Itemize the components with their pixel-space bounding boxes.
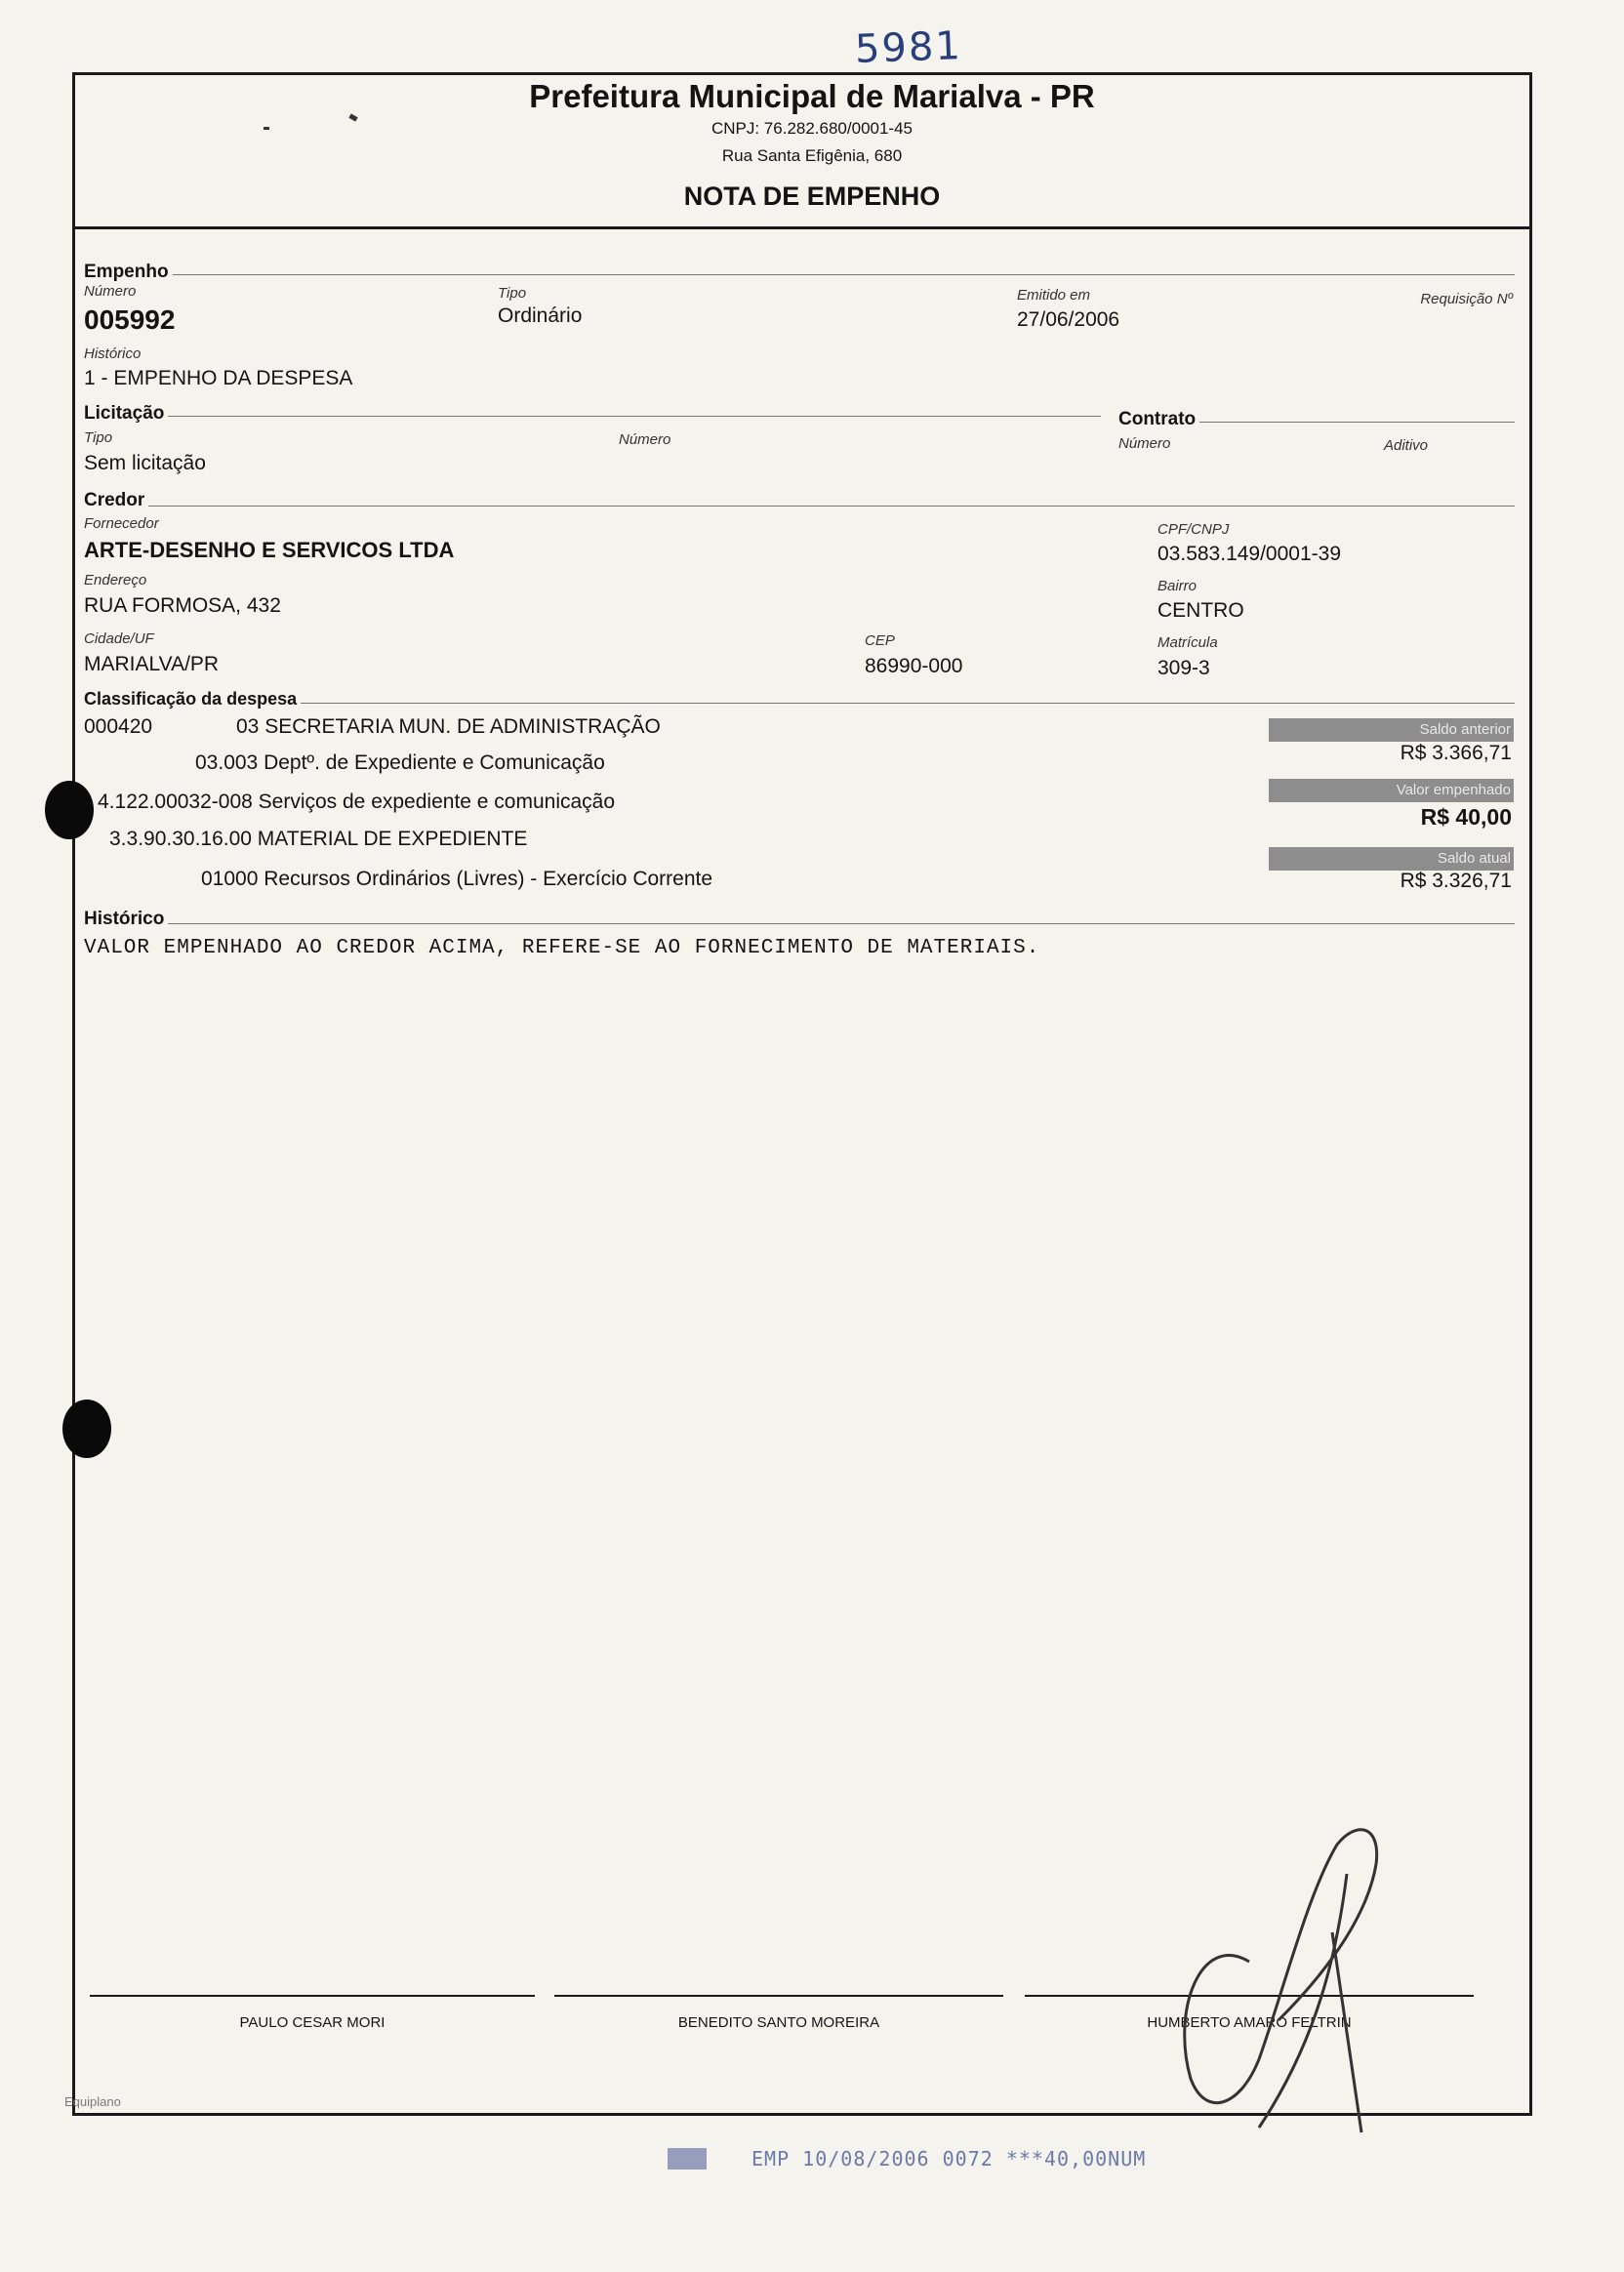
classificacao-departamento: 03.003 Deptº. de Expediente e Comunicação xyxy=(195,751,605,774)
section-rule xyxy=(84,506,1515,507)
fornecedor-matricula: 309-3 xyxy=(1157,657,1210,679)
endereco-label: Endereço xyxy=(84,572,147,588)
fornecedor-label: Fornecedor xyxy=(84,515,159,532)
handwritten-signature xyxy=(1161,1815,1396,2137)
section-contrato: Contrato xyxy=(1118,409,1199,430)
signatory-3: HUMBERTO AMARO FELTRIN xyxy=(1147,2014,1352,2031)
fornecedor-cidade: MARIALVA/PR xyxy=(84,653,220,675)
historico-text: VALOR EMPENHADO AO CREDOR ACIMA, REFERE-SE AO FORNECIMENTO DE MATERIAIS. xyxy=(84,937,1040,959)
classificacao-code: 000420 xyxy=(84,715,153,738)
document-title: NOTA DE EMPENHO xyxy=(683,182,941,211)
section-credor: Credor xyxy=(84,490,148,511)
punch-hole xyxy=(62,1400,111,1458)
tipo-label: Tipo xyxy=(498,285,527,302)
classificacao-secretaria: 03 SECRETARIA MUN. DE ADMINISTRAÇÃO xyxy=(236,715,661,738)
licitacao-tipo: Sem licitação xyxy=(84,452,206,474)
section-licitacao: Licitação xyxy=(84,403,168,425)
contrato-numero-label: Número xyxy=(1118,435,1171,452)
licitacao-numero-label: Número xyxy=(619,431,671,448)
valor-empenhado-value: R$ 40,00 xyxy=(1420,804,1512,830)
stamp-logo xyxy=(668,2148,707,2170)
historico-label: Histórico xyxy=(84,345,142,362)
emitido-label: Emitido em xyxy=(1017,287,1091,304)
classificacao-funcional: 4.122.00032-008 Serviços de expediente e comunicação xyxy=(98,791,616,813)
fornecedor-name: ARTE-DESENHO E SERVICOS LTDA xyxy=(84,538,455,562)
cpf-label: CPF/CNPJ xyxy=(1157,521,1230,538)
licitacao-tipo-label: Tipo xyxy=(84,429,113,446)
section-rule xyxy=(84,274,1515,275)
empenho-tipo: Ordinário xyxy=(498,304,583,327)
numero-label: Número xyxy=(84,283,137,300)
saldo-anterior-label: Saldo anterior xyxy=(1269,718,1514,742)
page-title: Prefeitura Municipal de Marialva - PR xyxy=(529,78,1095,114)
fornecedor-cnpj: 03.583.149/0001-39 xyxy=(1157,543,1342,565)
empenho-numero: 005992 xyxy=(84,304,176,335)
classificacao-recurso: 01000 Recursos Ordinários (Livres) - Exercício Corrente xyxy=(201,868,713,890)
cep-label: CEP xyxy=(865,632,895,649)
contrato-aditivo-label: Aditivo xyxy=(1384,437,1429,454)
section-empenho: Empenho xyxy=(84,262,173,283)
signature-line xyxy=(90,1995,535,1997)
fornecedor-cep: 86990-000 xyxy=(865,655,963,677)
fornecedor-bairro: CENTRO xyxy=(1157,599,1244,622)
emitido-date: 27/06/2006 xyxy=(1017,308,1120,331)
saldo-atual-label: Saldo atual xyxy=(1269,847,1514,871)
header-address: Rua Santa Efigênia, 680 xyxy=(721,146,903,165)
section-classificacao: Classificação da despesa xyxy=(84,689,301,710)
valor-empenhado-label: Valor empenhado xyxy=(1269,779,1514,802)
fornecedor-endereco: RUA FORMOSA, 432 xyxy=(84,594,281,617)
signatory-2: BENEDITO SANTO MOREIRA xyxy=(677,2014,880,2031)
bairro-label: Bairro xyxy=(1157,578,1198,594)
handwritten-document-number: 5981 xyxy=(854,23,963,72)
requisicao-label: Requisição Nº xyxy=(1420,291,1513,307)
footer-stamp: EMP 10/08/2006 0072 ***40,00NUM xyxy=(751,2147,1147,2171)
software-credit: Equiplano xyxy=(64,2094,121,2109)
section-rule xyxy=(84,416,1101,417)
signature-line xyxy=(554,1995,1003,1997)
saldo-atual-value: R$ 3.326,71 xyxy=(1400,870,1512,892)
header-cnpj: CNPJ: 76.282.680/0001-45 xyxy=(710,119,914,138)
classificacao-elemento: 3.3.90.30.16.00 MATERIAL DE EXPEDIENTE xyxy=(109,828,528,850)
cidade-label: Cidade/UF xyxy=(84,630,154,647)
saldo-anterior-value: R$ 3.366,71 xyxy=(1400,742,1512,764)
punch-hole xyxy=(45,781,94,839)
section-rule xyxy=(84,923,1515,924)
header-divider xyxy=(72,226,1532,229)
signatory-1: PAULO CESAR MORI xyxy=(239,2014,386,2031)
section-historico: Histórico xyxy=(84,909,168,930)
matricula-label: Matrícula xyxy=(1157,634,1218,651)
empenho-historico: 1 - EMPENHO DA DESPESA xyxy=(84,367,353,389)
